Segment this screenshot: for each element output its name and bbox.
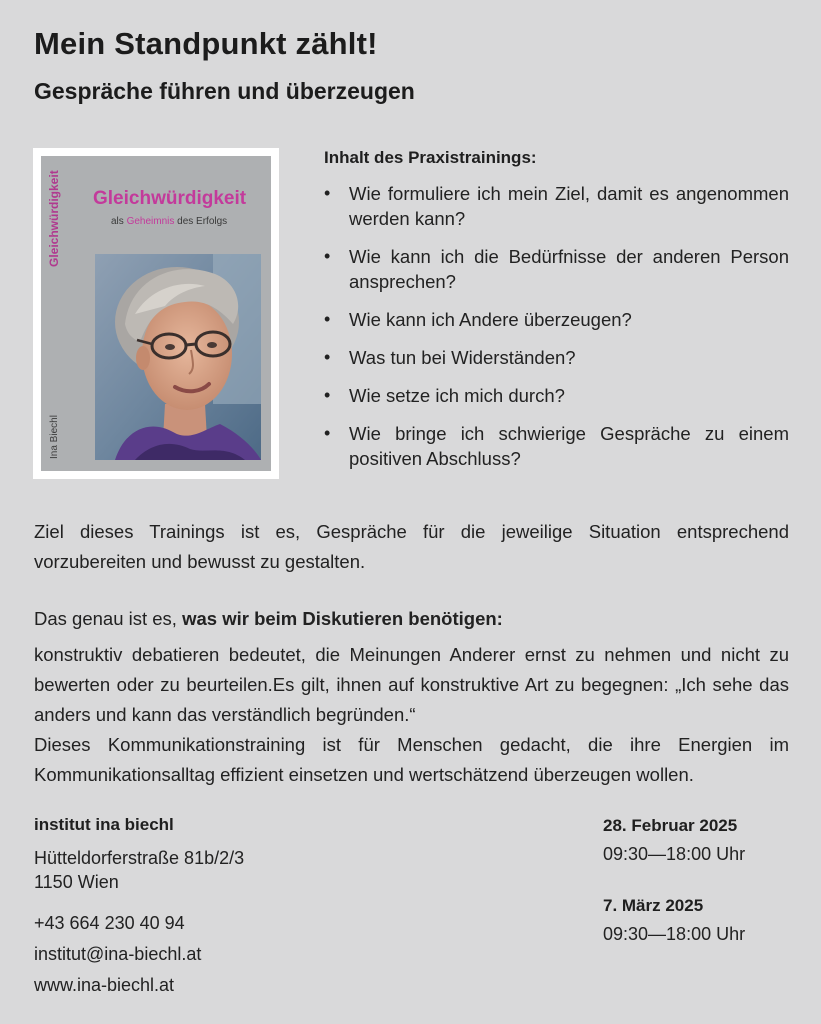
goal-paragraph: Ziel dieses Trainings ist es, Gespräche für die jeweilige Situation entsprechend vorzubereiten und bewusst zu gestalten. — [34, 521, 789, 572]
author-portrait — [95, 254, 261, 460]
need-paragraph — [34, 604, 789, 634]
book-subtitle-accent: Geheimnis — [126, 216, 175, 227]
list-item — [324, 345, 789, 370]
discussion-paragraph: konstruktiv debatieren bedeutet, die Meinungen Anderer ernst zu nehmen und nicht zu bewerten oder zu beurteilen.Es gilt, ihnen auf konstruktive Art zu begegnen: „Ich sehe das anders und kann das verständlich begründen.“ — [34, 644, 789, 725]
list-item — [324, 181, 789, 231]
list-item — [324, 421, 789, 471]
discussion-block — [34, 640, 789, 790]
need-emphasis: was wir beim Diskutieren benötigen: — [182, 608, 503, 629]
organization-name: institut ina biechl — [34, 815, 174, 834]
list-item — [324, 383, 789, 408]
list-item-text: • Wie setze ich mich durch? — [349, 385, 565, 406]
list-item — [324, 307, 789, 332]
book-spine-title: Gleichwürdigkeit — [47, 170, 61, 267]
book-subtitle-pre: als — [111, 216, 127, 227]
list-item-text: • Wie kann ich Andere überzeugen? — [349, 309, 632, 330]
list-item-text: • Was tun bei Widerständen? — [349, 347, 576, 368]
training-dates — [569, 813, 789, 949]
need-intro: Das genau ist es, — [34, 608, 183, 629]
page-title: Mein Standpunkt zählt! — [34, 26, 378, 61]
address-street: Hütteldorferstraße 81b/2/3 — [34, 848, 245, 868]
address-city: 1150 Wien — [34, 872, 119, 892]
time-1: 09:30—18:00 Uhr — [603, 844, 746, 864]
training-topics-list — [324, 181, 789, 471]
book-subtitle — [111, 216, 227, 227]
audience-paragraph: Dieses Kommunikationstraining ist für Menschen gedacht, die ihre Energien im Kommunikationsalltag effizient einsetzen und wertschätzend überzeugen wollen. — [34, 734, 789, 785]
email-address: institut@ina-biechl.at — [34, 944, 202, 964]
book-cover-image — [33, 148, 279, 479]
book-author: Ina Biechl — [49, 415, 60, 459]
training-heading: Inhalt des Praxistrainings: — [324, 148, 537, 167]
page-subtitle: Gespräche führen und überzeugen — [34, 78, 415, 104]
list-item-text: • Wie formuliere ich mein Ziel, damit es angenommen werden kann? — [349, 183, 789, 229]
list-item — [324, 244, 789, 294]
contact-info — [34, 812, 434, 1001]
book-subtitle-post: des Erfolgs — [174, 216, 228, 227]
list-item-text: • Wie kann ich die Bedürfnisse der anderen Person ansprechen? — [349, 246, 789, 292]
date-2: 7. März 2025 — [603, 896, 704, 915]
website-url: www.ina-biechl.at — [34, 975, 175, 995]
phone-number: +43 664 230 40 94 — [34, 913, 185, 933]
list-item-text: • Wie bringe ich schwierige Gespräche zu einem positiven Abschluss? — [349, 423, 789, 469]
date-1: 28. Februar 2025 — [603, 816, 738, 835]
book-cover — [41, 156, 271, 471]
book-title: Gleichwürdigkeit — [93, 188, 247, 209]
time-2: 09:30—18:00 Uhr — [603, 924, 746, 944]
